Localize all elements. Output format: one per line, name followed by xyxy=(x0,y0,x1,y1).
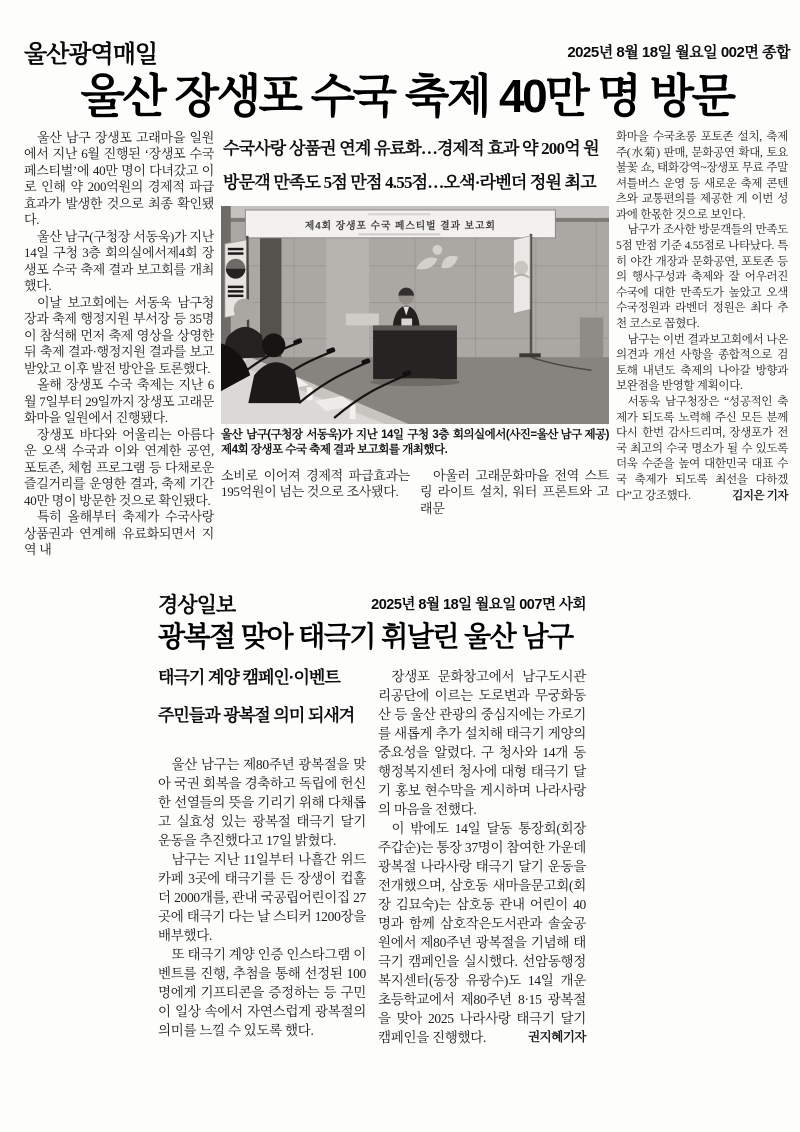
masthead-gyeongsang-ilbo: 경상일보 xyxy=(158,593,236,617)
paragraph: 특히 올해부터 축제가 수국사랑 상품권과 연계해 유료화되면서 지역 내 xyxy=(24,509,214,558)
article1-dateline: 2025년 8월 18일 월요일 002면 종합 xyxy=(567,44,790,61)
paragraph: 또 태극기 계양 인증 인스타그램 이벤트를 진행, 추첨을 통해 선정된 100명에게 기프티콘을 증정하는 등 구민이 일상 속에서 자연스럽게 광복절의 의미를 느낄 수 있도록 했다. xyxy=(158,947,366,1039)
article1-byline: 김지은 기자 xyxy=(732,489,788,502)
article-hydrangea-festival xyxy=(0,0,800,559)
speaker-desk xyxy=(370,318,460,386)
article2-subhead-line1: 태극기 계양 캠페인·이벤트 xyxy=(158,668,340,688)
masthead-ulsan-gwangyeok-maeil: 울산광역매일 xyxy=(24,41,158,68)
article2-byline: 권지혜기자 xyxy=(528,1030,586,1045)
photo-caption-text: 울산 남구(구청장 서동욱)가 지난 14일 구청 3층 회의실에서제4회 장생포 수국 축제 결과 보고회를 개최했다. xyxy=(221,428,506,456)
paragraph: 울산 남구는 제80주년 광복절을 맞아 국권 회복을 경축하고 독립에 헌신한 선열들의 뜻을 기리기 위해 다채롭고 실효성 있는 광복절 태극기 달기 운동을 추진했다고 17일 밝혔다. xyxy=(158,757,366,849)
paragraph: 남구는 지난 11일부터 나흘간 위드카페 3곳에 태극기를 든 장생이 컵홀더 2000개를, 관내 국공립어린이집 27곳에 태극기 다는 날 스티커 1200장을 배부했다. xyxy=(158,852,366,944)
article-liberation-day-flags xyxy=(158,589,586,1047)
paragraph: 장생포 문화창고에서 남구도시관리공단에 이르는 도로변과 무궁화동산 등 울산 관광의 중심지에는 가로기를 새롭게 추가 설치해 태극기 게양의 중요성을 알렸다. 구 청사와 14개 동 행정복지센터 청사에 대형 태극기 달기 홍보 현수막을 게시하며 나라사랑의 마음을 전했다. xyxy=(378,669,586,818)
paragraph: 장생포 바다와 어울리는 아름다운 오색 수국과 이와 연계한 공연, 포토존, 체험 프로그램 등 다채로운 즐길거리를 운영한 결과, 축제 기간 40만 명이 방문한 것으로 확인됐다. xyxy=(24,426,214,508)
photo-banner xyxy=(245,210,555,238)
article1-middle-text-row xyxy=(221,468,609,518)
article2-left-column xyxy=(158,667,366,1047)
subheadline-line: 방문객 만족도 5점 만점 4.55점…오색·라벤더 정원 최고 xyxy=(223,172,596,192)
photo-banner-text: 제4회 장생포 수국 페스티벌 결과 보고회 xyxy=(304,220,496,232)
article1-left-column xyxy=(24,130,214,559)
paragraph-text: 서동욱 남구청장은 “성공적인 축제가 되도록 노력해 주신 모든 분께 다시 한번 감사드리며, 장생포가 전국 최고의 수국 명소가 될 수 있도록 더욱 수준을 높여 대한민국 대표 수국 축제가 되도록 최선을 다하겠다”고 강조했다. xyxy=(616,396,788,502)
paragraph-text: 이 밖에도 14일 달동 통장회(회장 주갑순)는 통장 37명이 참여한 가운데 광복절 나라사랑 태극기 달기 운동을 전개했으며, 삼호동 새마을문고회(회장 김묘숙)는 삼호동 관내 어린이 40명과 함께 삼호작은도서관과 솔숲공원에서 제80주년 광복절을 기념해 태극기 캠페인을 실시했다. 선암동행정복지센터(동장 유광수)도 14일 개운초등학교에서 제80주년 8·15 광복절을 맞아 2025 나라사랑 태극기 달기 캠페인을 진행했다. xyxy=(378,821,586,1046)
paragraph: 남구가 조사한 방문객들의 만족도 5점 만점 기준 4.55점로 나타났다. 특히 야간 개장과 문화공연, 포토존 등의 행사구성과 축제와 잘 어우러진 수국에 대한 만족도가 높았고 오색 수국정원과 라벤더 정원은 최다 추천 코스로 꼽혔다. xyxy=(616,224,788,331)
paragraph: 울산 남구 장생포 고래마을 일원에서 지난 6월 진행된 ‘장생포 수국 페스티벌’에 40만 명이 다녀갔고 이로 인해 약 200억원의 경제적 파급효과가 발생한 것으로 최종 확인됐다. xyxy=(24,129,214,228)
paragraph: 울산 남구(구청장 서동욱)가 지난 14일 구청 3층 회의실에서제4회 장생포 수국 축제 결과 보고회를 개최했다. xyxy=(24,228,214,294)
article2-subhead-line2: 주민들과 광복절 의미 되새겨 xyxy=(158,706,355,726)
paragraph: 아울러 고래문화마을 전역 스트링 라이트 설치, 워터 프론트와 고래문 xyxy=(420,467,609,516)
article2-right-column xyxy=(378,667,586,1047)
subheadline-line: 수국사랑 상품권 연계 유료화…경제적 효과 약 200억 원 xyxy=(223,138,599,158)
article2-dateline: 2025년 8월 18일 월요일 007면 사회 xyxy=(371,597,586,614)
paragraph xyxy=(378,819,586,1047)
paragraph xyxy=(616,395,788,504)
paragraph: 남구는 이번 결과보고회에서 나온 의견과 개선 사항을 종합적으로 검토해 내년도 축제의 나아갈 방향과 보완점을 반영할 계획이다. xyxy=(616,333,788,393)
article1-header xyxy=(24,34,790,69)
article2-columns xyxy=(158,667,586,1047)
paragraph: 화마을 수국초롱 포토존 설치, 축제주(水菊) 판매, 문화공연 확대, 토요 불꽃 쇼, 태화강역~장생포 무료 주말 셔틀버스 운영 등 새로운 축제 콘텐츠와 교통편의를 제공한 게 이번 성과에 한몫한 것으로 보인다. xyxy=(616,130,788,221)
article1-headline: 울산 장생포 수국 축제 40만 명 방문 xyxy=(80,70,734,122)
paragraph: 올해 장생포 수국 축제는 지난 6월 7일부터 29일까지 장생포 고래문화마을 일원에서 진행됐다. xyxy=(24,377,214,426)
paragraph: 소비로 이어져 경제적 파급효과는 195억원이 넘는 것으로 조사됐다. xyxy=(221,467,410,500)
conference-photo xyxy=(221,206,609,424)
article2-header xyxy=(158,589,586,619)
article2-headline: 광복절 맞아 태극기 휘날린 울산 남구 xyxy=(158,620,573,652)
article1-subheadline xyxy=(223,132,609,200)
conference-photo-illustration xyxy=(221,206,609,424)
photo-credit: (사진=울산 남구 제공) xyxy=(505,428,609,441)
middle-text-left xyxy=(221,468,410,518)
article1-right-column xyxy=(616,130,788,559)
article1-middle-column xyxy=(221,130,609,559)
middle-text-right xyxy=(420,468,609,518)
photo-caption xyxy=(221,428,609,458)
article1-columns xyxy=(24,130,790,559)
paragraph: 이날 보고회에는 서동욱 남구청장과 축제 행정지원 부서장 등 35명이 참석해 먼저 축제 영상을 상영한 뒤 축제 결과·행정지원 결과를 보고 받았고 이후 발전 방안을 토론했다. xyxy=(24,294,214,376)
